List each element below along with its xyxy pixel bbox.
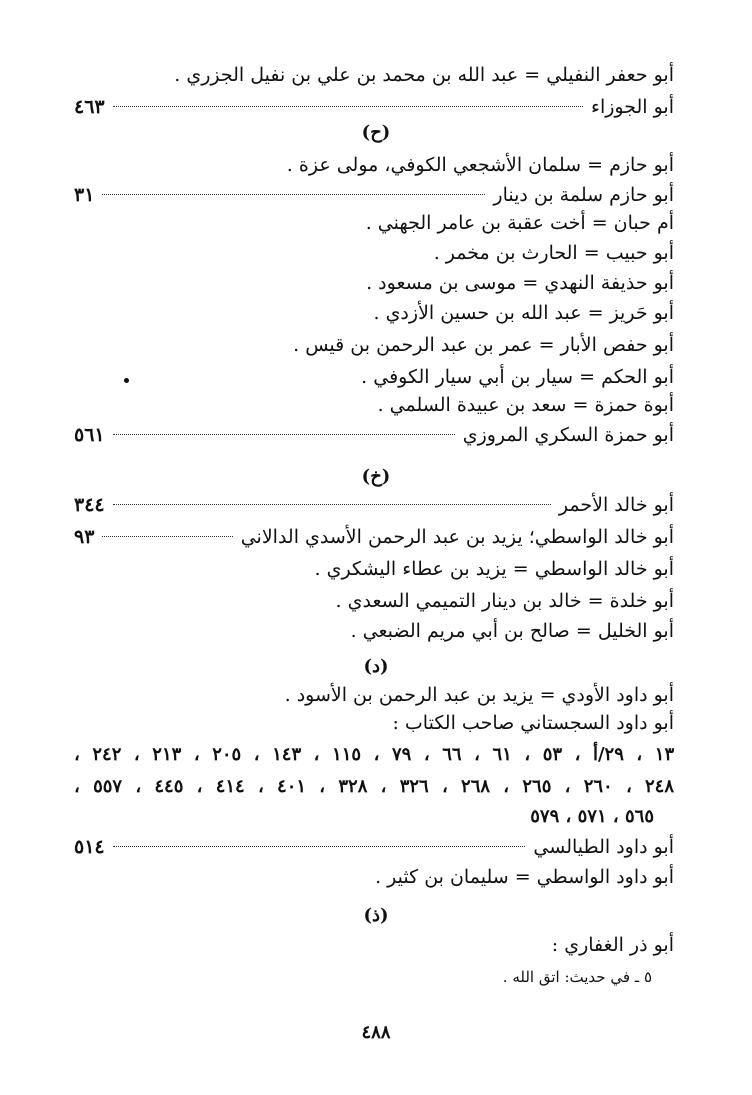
index-entry [74, 862, 674, 892]
index-entry [74, 708, 674, 738]
leader-dots [102, 535, 232, 537]
entry-text: أبو حَريز = عبد الله بن حسين الأزدي . [373, 302, 674, 324]
entry-text: أبو خلدة = خالد بن دينار التميمي السعدي . [335, 590, 674, 612]
page-references: ٥٦٥ ، ٥٧١ ، ٥٧٩ [530, 806, 654, 827]
index-entry [74, 522, 674, 552]
index-entry [74, 616, 674, 646]
hadith-reference [74, 962, 652, 992]
entry-text: أبو خالد الأحمر [558, 494, 674, 516]
index-entry [74, 390, 674, 420]
section-heading: (د) [363, 656, 389, 677]
index-entry [74, 930, 674, 960]
index-entry [74, 208, 674, 238]
entry-page: ٣١ [74, 184, 95, 206]
index-entry [74, 362, 674, 392]
index-entry [74, 586, 674, 616]
entry-text: أبو داود الأودي = يزيد بن عبد الرحمن بن الأسود . [284, 684, 674, 706]
leader-dots [102, 193, 485, 195]
entry-text: أبو داود الواسطي = سليمان بن كثير . [375, 866, 674, 888]
index-entry [74, 268, 674, 298]
leader-dots [113, 433, 455, 435]
index-entry [74, 238, 674, 268]
entry-text: أبو الجوزاء [591, 96, 674, 118]
index-entry [74, 490, 674, 520]
index-entry [74, 330, 674, 360]
section-heading: (ح) [361, 122, 391, 143]
index-entry [74, 554, 674, 584]
index-entry [74, 180, 674, 210]
entry-text: أبو حذيفة النهدي = موسى بن مسعود . [366, 272, 674, 294]
index-entry [74, 60, 674, 90]
entry-text: أبو حبيب = الحارث بن مخمر . [433, 242, 674, 264]
entry-text: أبو ذر الغفاري : [551, 934, 674, 956]
index-entry [74, 92, 674, 122]
entry-page: ٥٦١ [74, 424, 105, 446]
entry-text: أبو حازم سلمة بن دينار [493, 184, 674, 206]
entry-text: أبو حعفر النفيلي = عبد الله بن محمد بن علي بن نفيل الجزري . [174, 64, 674, 86]
entry-text: ٥ ـ في حديث: اتق الله . [502, 968, 652, 986]
page-references: ٢٤٨ ، ٢٦٠ ، ٢٦٥ ، ٢٦٨ ، ٣٢٦ ، ٣٢٨ ، ٤٠١ ، ٤١٤ ، ٤٤٥ ، ٥٥٧ ، [74, 776, 675, 797]
index-entry [74, 150, 674, 180]
entry-page: ٩٣ [74, 526, 95, 548]
section-heading: (ذ) [363, 905, 389, 926]
entry-text: أبو حمزة السكري المروزي [462, 424, 674, 446]
entry-page: ٣٤٤ [74, 494, 105, 516]
entry-text: أبو حفص الأبار = عمر بن عبد الرحمن بن قيس . [293, 334, 674, 356]
leader-dots [113, 503, 551, 505]
entry-text: أبو حازم = سلمان الأشجعي الكوفي، مولى عزة . [286, 154, 674, 176]
leader-dots [113, 105, 583, 107]
ink-speck [124, 378, 129, 383]
page-number: ٤٨٨ [361, 1022, 391, 1043]
section-heading: (خ) [361, 466, 391, 487]
page-references: ١٣ ، ٢٩/أ ، ٥٣ ، ٦١ ، ٦٦ ، ٧٩ ، ١١٥ ، ١٤٣ ، ٢٠٥ ، ٢١٣ ، ٢٤٢ ، [74, 744, 675, 765]
entry-text: أبو خالد الواسطي = يزيد بن عطاء اليشكري . [314, 558, 674, 580]
entry-text: أبو داود الطيالسي [533, 836, 674, 858]
index-entry [74, 298, 674, 328]
entry-text: أبو الحكم = سيار بن أبي سيار الكوفي . [361, 366, 674, 388]
entry-text: أبو الخليل = صالح بن أبي مريم الضبعي . [350, 620, 674, 642]
index-entry [74, 832, 674, 862]
leader-dots [113, 845, 526, 847]
entry-page: ٥١٤ [74, 836, 105, 858]
index-entry [74, 420, 674, 450]
entry-text: أبو داود السجستاني صاحب الكتاب : [392, 712, 674, 734]
entry-page: ٤٦٣ [74, 96, 105, 118]
entry-text: أبوة حمزة = سعد بن عبيدة السلمي . [377, 394, 674, 416]
entry-text: أبو خالد الواسطي؛ يزيد بن عبد الرحمن الأسدي الدالاني [240, 526, 674, 548]
index-entry [74, 680, 674, 710]
entry-text: أم حبان = أخت عقبة بن عامر الجهني . [365, 212, 674, 234]
